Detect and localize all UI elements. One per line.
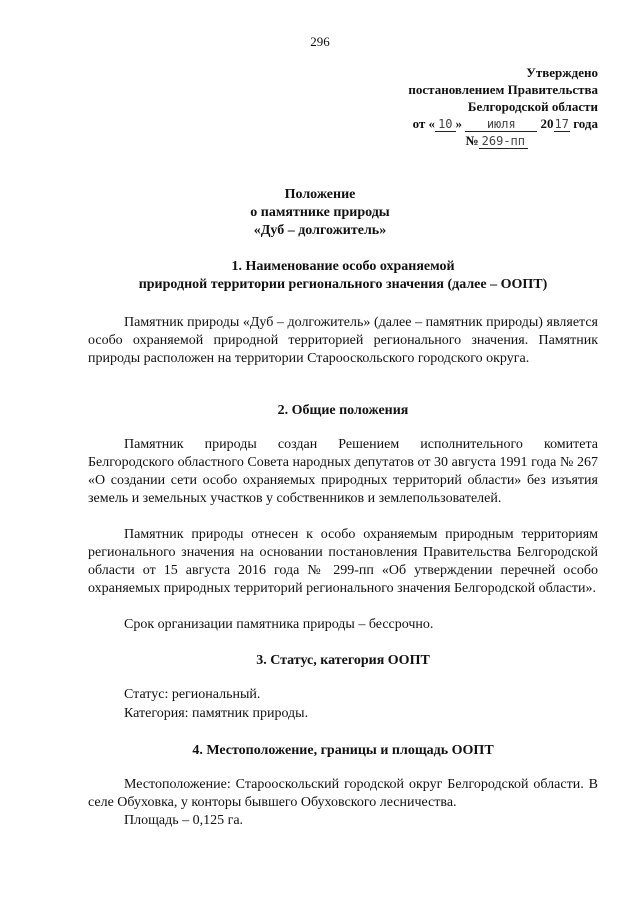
section-4-heading-text: 4. Местоположение, границы и площадь ООПТ xyxy=(192,743,494,758)
section-2-paragraph-3: Срок организации памятника природы – бессрочно. xyxy=(124,617,434,632)
section-3-category: Категория: памятник природы. xyxy=(124,706,309,721)
date-year-suffix: 17 xyxy=(554,117,569,131)
section-3-status: Статус: региональный. xyxy=(124,687,261,702)
approval-line-decree: постановлением Правительства xyxy=(408,82,598,97)
date-year-word: года xyxy=(573,116,598,131)
section-1-paragraph: Памятник природы «Дуб – долгожитель» (далее – памятник природы) является особо охраняемой природной территорией регионального значения. Памятник природы расположен на территории Старооскольского городского округа. xyxy=(88,315,598,366)
section-2-heading xyxy=(88,402,598,420)
section-2-heading-text: 2. Общие положения xyxy=(277,403,409,418)
section-3-heading xyxy=(88,652,598,670)
date-month: июля xyxy=(465,117,537,132)
title-line-1: Положение xyxy=(284,187,356,202)
section-2-paragraph-1: Памятник природы создан Решением исполнительного комитета Белгородского областного Совета народных депутатов от 30 августа 1991 года № 267 «О создании сети особо охраняемых природных территорий области» без изъятия земель и земельных участков у собственников и землепользователей. xyxy=(88,437,598,506)
section-4-area: Площадь – 0,125 га. xyxy=(124,813,244,828)
decree-number: 269-пп xyxy=(479,134,528,149)
approval-line-region: Белгородской области xyxy=(467,99,598,114)
date-day: 10 xyxy=(435,117,455,132)
section-4-heading xyxy=(88,742,598,760)
number-prefix: № xyxy=(465,133,479,148)
approval-block xyxy=(338,64,598,149)
date-year-prefix: 20 xyxy=(540,116,554,131)
section-1-heading xyxy=(88,258,598,294)
document-title xyxy=(0,186,640,240)
section-1-heading-line-1: 1. Наименование особо охраняемой xyxy=(231,259,455,274)
date-mid: » xyxy=(455,116,463,131)
section-2-paragraph-2: Памятник природы отнесен к особо охраняемым природным территориям регионального значения на основании постановления Правительства Белгородской области от 15 августа 2016 года № 299-пп «Об утверждении перечней особо охраняемых природных территорий регионального значения Белгородской области». xyxy=(88,527,598,596)
section-1-heading-line-2: природной территории регионального значения (далее – ООПТ) xyxy=(138,277,548,292)
title-line-3: «Дуб – долгожитель» xyxy=(253,223,387,238)
date-prefix: от « xyxy=(412,116,436,131)
approval-number xyxy=(338,132,528,149)
section-4-paragraph: Местоположение: Старооскольский городской округ Белгородской области. В селе Обуховка, у конторы бывшего Обуховского лесничества. xyxy=(88,777,598,810)
section-3-heading-text: 3. Статус, категория ООПТ xyxy=(256,653,430,668)
title-line-2: о памятнике природы xyxy=(250,205,390,220)
approval-date xyxy=(338,115,598,132)
approval-line-approved: Утверждено xyxy=(526,65,598,80)
page-number: 296 xyxy=(310,34,330,49)
